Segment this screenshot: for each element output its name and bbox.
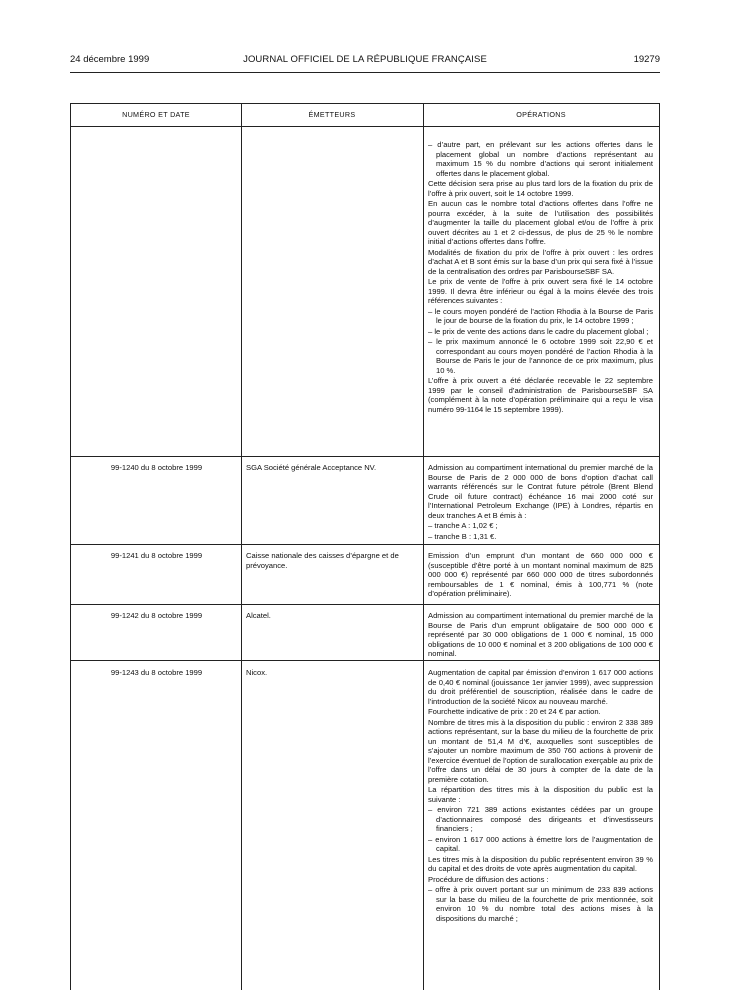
header-page-number: 19279: [633, 54, 660, 65]
operations-paragraph: – offre à prix ouvert portant sur un minimum de 233 839 actions sur la base du milieu de la fourchette de prix mentionnée, soit environ 10 % du nombre total des actions mises à la dispositions du marché ;: [428, 885, 653, 923]
table-row: [428, 463, 653, 542]
operations-paragraph: Modalités de fixation du prix de l’offre à prix ouvert : les ordres d’achat A et B sont émis sur la base d’un prix qui sera fixé à l’issue de la centralisation des ordres par ParisbourseSBF SA.: [428, 247, 653, 276]
table-row: [428, 611, 653, 660]
operations-paragraph: Admission au compartiment international du premier marché de la Bourse de Paris de 2 000 000 de bons d’option d’achat call warrants référencés sur le Contrat future pétrole (Brent Blend Crude oil future contract) échéance 16 mai 2000 coté sur l’International Petroleum Exchange (IPE) à Londres, répartis en deux tranches A et B émis à :: [428, 463, 653, 520]
table-row: [428, 668, 653, 924]
operations-paragraph: Augmentation de capital par émission d’environ 1 617 000 actions de 0,40 € nominal (jouissance 1er janvier 1999), avec suppression du droit préférentiel de souscription, réalisée dans le cadre de l’introduction de la société Nicox au nouveau marché.: [428, 668, 653, 706]
operations-paragraph: Emission d’un emprunt d’un montant de 660 000 000 € (susceptible d’être porté à un montant nominal maximum de 825 000 000 €) représenté par 660 000 000 de titres subordonnés remboursables de 1 € nominal, émis à 100,771 % (note d’opération préliminaire).: [428, 551, 653, 598]
operations-paragraph: – le prix maximum annoncé le 6 octobre 1999 soit 22,90 € et correspondant au cours moyen pondéré de l’action Rhodia à la Bourse de Paris le jour de l’annonce de ce prix maximum, plus 10 %.: [428, 337, 653, 375]
row-number-date: 99-1241 du 8 octobre 1999: [110, 551, 203, 560]
row-number-date: 99-1242 du 8 octobre 1999: [110, 611, 203, 620]
column-header-operations: OPÉRATIONS: [516, 110, 566, 119]
operations-paragraph: L’offre à prix ouvert a été déclarée recevable le 22 septembre 1999 par le conseil d’administration de ParisbourseSBF SA (complément à la note d’opération préliminaire qui a reçu le visa numéro 99-1164 le 15 septembre 1999).: [428, 376, 653, 414]
row-emetteur: Caisse nationale des caisses d’épargne et de prévoyance.: [246, 551, 399, 570]
row-number-date: 99-1240 du 8 octobre 1999: [110, 463, 203, 472]
row-separator: [71, 544, 659, 545]
operations-paragraph: – tranche A : 1,02 € ;: [428, 521, 498, 530]
operations-paragraph: Les titres mis à la disposition du public représentent environ 39 % du capital et des droits de vote après augmentation du capital.: [428, 854, 653, 873]
operations-paragraph: Admission au compartiment international du premier marché de la Bourse de Paris d’un emprunt obligataire de 500 000 000 € représenté par 30 000 obligations de 1 000 € nominal, 15 000 obligations de 10 000 € nominal et 3 200 obligations de 100 000 € nominal.: [428, 611, 653, 658]
operations-paragraph: Fourchette indicative de prix : 20 et 24 € par action.: [428, 707, 601, 716]
row-number-date: 99-1243 du 8 octobre 1999: [110, 668, 203, 677]
operations-paragraph: – environ 721 389 actions existantes cédées par un groupe d’actionnaires composé des dirigeants et d’investisseurs financiers ;: [428, 805, 653, 833]
operations-paragraph: En aucun cas le nombre total d’actions offertes dans l’offre ne pourra excéder, à la suite de l’utilisation des possibilités d’augmenter la taille du placement global et/ou de l’offre à prix ouvert décrites au 1 et 2 ci-dessus, de plus de 25 % le nombre initial d’actions offertes dans l’offre.: [428, 199, 653, 246]
page-header: [70, 54, 660, 68]
operations-paragraph: – tranche B : 1,31 €.: [428, 531, 497, 541]
operations-paragraph: Nombre de titres mis à la disposition du public : environ 2 338 389 actions représentant, sur la base du milieu de la fourchette de prix un montant de 51,4 M d’€, auxquelles sont susceptibles de s’ajouter un nombre maximum de 350 760 actions à provenir de l’exercice éventuel de l’option de surallocation exerçable au prix de l’offre dans un délai de 30 jours à compter de la date de la première cotation.: [428, 717, 653, 784]
operations-paragraph: Procédure de diffusion des actions :: [428, 874, 549, 884]
column-header-emetteurs: ÉMETTEURS: [308, 110, 356, 119]
operations-paragraph: Cette décision sera prise au plus tard lors de la fixation du prix de l’offre à prix ouvert, soit le 14 octobre 1999.: [428, 179, 653, 198]
header-rule: [70, 72, 660, 73]
row-separator: [71, 456, 659, 457]
row-emetteur: SGA Société générale Acceptance NV.: [246, 463, 377, 472]
row-emetteur: Nicox.: [246, 668, 268, 677]
column-header-numero: NUMÉRO ET DATE: [122, 110, 190, 119]
row-separator: [71, 604, 659, 605]
operations-paragraph: – le prix de vente des actions dans le cadre du placement global ;: [428, 326, 649, 336]
column-divider: [423, 104, 424, 990]
column-divider: [241, 104, 242, 990]
row-separator: [71, 660, 659, 661]
header-date: 24 décembre 1999: [70, 54, 150, 65]
row-emetteur: Alcatel.: [246, 611, 271, 620]
header-separator: [71, 126, 659, 127]
operations-paragraph: – d’autre part, en prélevant sur les actions offertes dans le placement global un nombre d’actions représentant au maximum 15 % du nombre d’actions qui seront initialement offertes dans le placement global.: [428, 140, 653, 178]
operations-paragraph: – le cours moyen pondéré de l’action Rhodia à la Bourse de Paris le jour de bourse de la fixation du prix, le 14 octobre 1999 ;: [428, 306, 653, 325]
operations-paragraph: La répartition des titres mis à la disposition du public est la suivante :: [428, 785, 653, 804]
header-journal-title: JOURNAL OFFICIEL DE LA RÉPUBLIQUE FRANÇAISE: [243, 54, 487, 65]
table-row: [428, 551, 653, 600]
operations-paragraph: – environ 1 617 000 actions à émettre lors de l’augmentation de capital.: [428, 834, 653, 853]
operations-paragraph: Le prix de vente de l’offre à prix ouvert sera fixé le 14 octobre 1999. Il devra être inférieur ou égal à la moins élevée des trois références suivantes :: [428, 277, 653, 305]
table-row: [428, 140, 653, 415]
operations-table: [70, 103, 660, 990]
